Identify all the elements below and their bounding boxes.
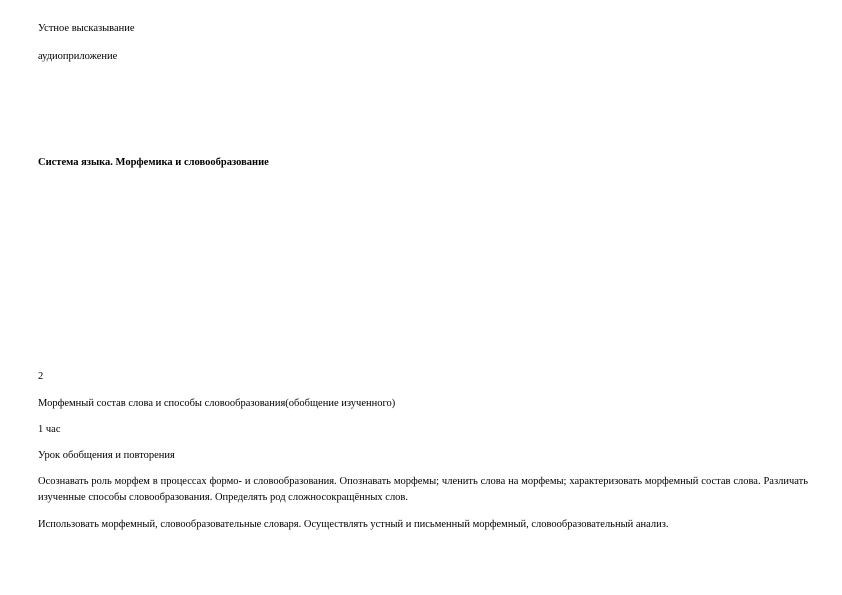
lesson-type: Урок обобщения и повторения <box>38 450 175 461</box>
lesson-topic: Морфемный состав слова и способы словообразования(обобщение изученного) <box>38 398 396 409</box>
section-title: Система языка. Морфемика и словообразование <box>38 157 269 168</box>
oral-statement-text: Устное высказывание <box>38 23 135 34</box>
lesson-activities: Использовать морфемный, словообразовательные словаря. Осуществлять устный и письменный морфемный, словообразовательный анализ. <box>38 519 669 530</box>
lesson-goals: Осознавать роль морфем в процессах формо- и словообразования. Опознавать морфемы; членить слова на морфемы; характеризовать морфемный состав слова. Различать изученные способы словообразования. Определять род сложносокращённых слов. <box>38 476 808 503</box>
lesson-hours: 1 час <box>38 424 61 435</box>
audio-appendix-text: аудиоприложение <box>38 51 118 62</box>
lesson-number: 2 <box>38 371 44 382</box>
